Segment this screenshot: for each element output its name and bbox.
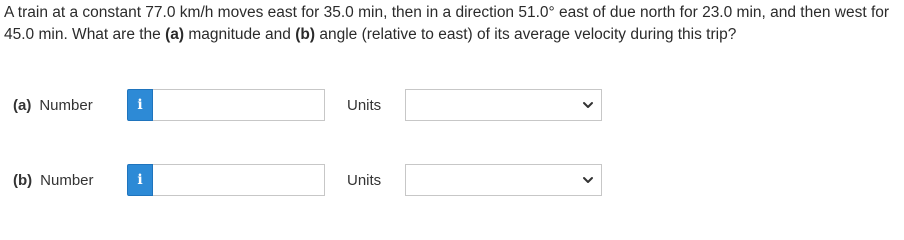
question-text-part-2: magnitude and xyxy=(184,26,296,43)
chevron-down-icon xyxy=(582,174,594,186)
chevron-down-icon xyxy=(582,99,594,111)
info-icon: i xyxy=(137,97,143,113)
part-b-label xyxy=(13,172,94,189)
units-label-b: Units xyxy=(347,172,382,189)
units-label-a: Units xyxy=(347,97,382,114)
part-b-letter: (b) xyxy=(13,172,33,189)
part-a-number-label: Number xyxy=(39,97,93,114)
info-button-b[interactable] xyxy=(127,164,153,196)
info-icon: i xyxy=(137,172,143,188)
info-button-a[interactable] xyxy=(127,89,153,121)
question-text-part-1: A train at a constant 77.0 km/h moves east for 35.0 min, then in a direction 51.0° east of due north for 23.0 min, and then west for 45.0 min. What are the xyxy=(4,4,890,43)
units-select-a[interactable] xyxy=(405,89,602,121)
part-a-letter: (a) xyxy=(13,97,32,114)
part-a-label xyxy=(13,97,93,114)
answer-row-b xyxy=(0,164,904,198)
question-marker-b: (b) xyxy=(295,26,316,43)
number-input-a[interactable] xyxy=(153,89,325,121)
units-select-b[interactable] xyxy=(405,164,602,196)
question-marker-a: (a) xyxy=(165,26,185,43)
question-text xyxy=(4,2,900,46)
number-input-b[interactable] xyxy=(153,164,325,196)
question-text-part-3: angle (relative to east) of its average velocity during this trip? xyxy=(315,26,737,43)
answer-row-a xyxy=(0,89,904,123)
part-b-number-label: Number xyxy=(40,172,94,189)
